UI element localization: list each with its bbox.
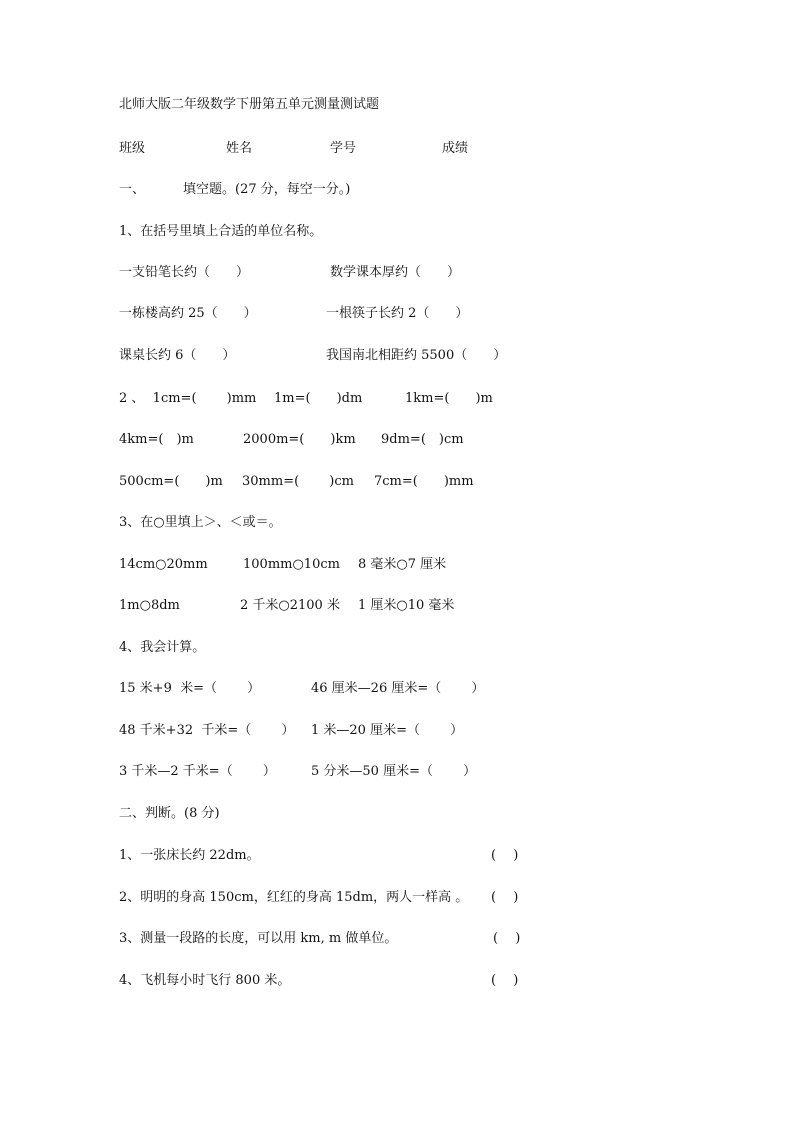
judge-text: 1、一张床长约 22dm。: [119, 848, 260, 863]
q4-item: 46 厘米—26 厘米=（ ）: [311, 681, 485, 696]
q3-item: 14cm○20mm: [119, 557, 208, 572]
q4-item: 15 米+9 米=（ ）: [119, 681, 261, 696]
q1-item: 一根筷子长约 2（ ）: [326, 306, 469, 321]
q3-item: 8 毫米○7 厘米: [358, 557, 447, 572]
q1-item: 数学课本厚约（ ）: [330, 265, 461, 280]
page-title: 北师大版二年级数学下册第五单元测量测试题: [119, 97, 380, 112]
judge-answer-paren[interactable]: ( ): [491, 973, 519, 988]
q1-title: 1、在括号里填上合适的单位名称。: [119, 224, 323, 239]
q1-item: 我国南北相距约 5500（ ）: [326, 348, 507, 363]
q3-item: 1m○8dm: [119, 598, 180, 613]
q1-item: 一栋楼高约 25（ ）: [119, 306, 257, 321]
q4-item: 48 千米+32 千米=（ ）: [119, 723, 295, 738]
q2-item: 2000m=( )km: [243, 432, 356, 447]
part2-heading: 二、判断。(8 分): [119, 806, 220, 821]
q2-item: 4km=( )m: [119, 432, 194, 447]
q4-item: 5 分米—50 厘米=（ ）: [311, 764, 477, 779]
q1-item: 一支铅笔长约（ ）: [119, 265, 250, 280]
score-label: 成绩: [442, 141, 469, 156]
judge-answer-paren[interactable]: ( ): [493, 931, 521, 946]
q2-item: 2 、 1cm=( )mm: [119, 391, 257, 406]
part1-title: 填空题。(27 分，每空一分。): [183, 182, 351, 197]
q2-item: 500cm=( )m: [119, 474, 223, 489]
q3-item: 2 千米○2100 米: [240, 598, 340, 613]
part1-number: 一、: [119, 182, 146, 197]
judge-text: 2、明明的身高 150cm，红红的身高 15dm，两人一样高 。: [119, 890, 469, 905]
judge-answer-paren[interactable]: ( ): [491, 890, 519, 905]
q3-title: 3、在○里填上＞、＜或＝。: [119, 515, 282, 530]
student-number-label: 学号: [330, 141, 357, 156]
q1-item: 课桌长约 6（ ）: [119, 348, 236, 363]
q3-item: 1 厘米○10 毫米: [358, 598, 455, 613]
judge-text: 4、飞机每小时飞行 800 米。: [119, 973, 291, 988]
q2-item: 1m=( )dm: [274, 391, 363, 406]
q2-item: 7cm=( )mm: [374, 474, 474, 489]
class-label: 班级: [119, 141, 146, 156]
judge-answer-paren[interactable]: ( ): [491, 848, 519, 863]
name-label: 姓名: [226, 141, 253, 156]
q4-item: 1 米—20 厘米=（ ）: [311, 723, 464, 738]
q2-item: 9dm=( )cm: [381, 432, 464, 447]
q4-item: 3 千米—2 千米=（ ）: [119, 764, 276, 779]
q2-item: 1km=( )m: [405, 391, 493, 406]
judge-text: 3、测量一段路的长度，可以用 km, m 做单位。: [119, 931, 398, 946]
q2-item: 30mm=( )cm: [242, 474, 354, 489]
q3-item: 100mm○10cm: [243, 557, 340, 572]
q4-title: 4、我会计算。: [119, 640, 206, 655]
